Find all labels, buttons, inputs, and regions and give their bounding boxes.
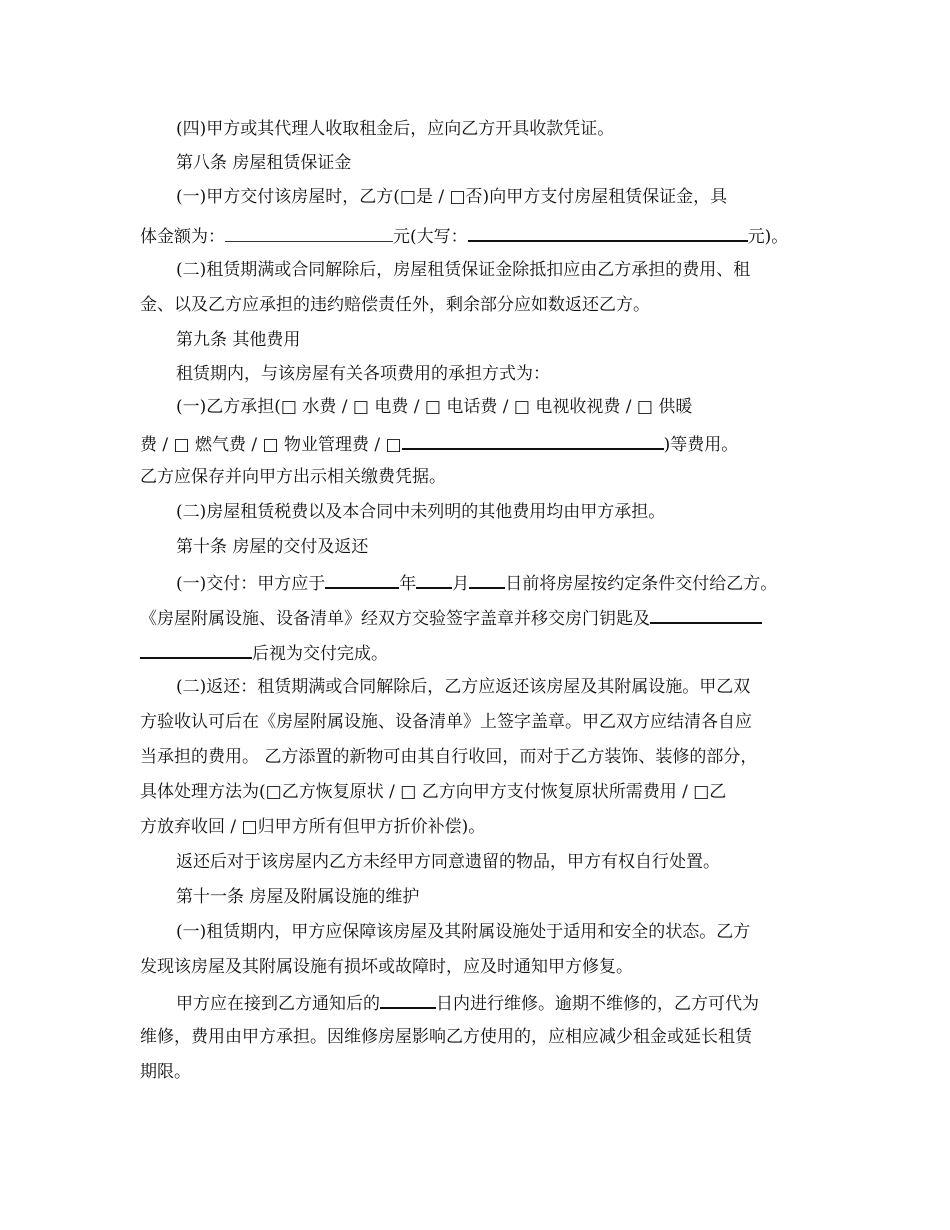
text: (一)租赁期内，甲方应保障该房屋及其附属设施处于适用和安全的状态。乙方	[176, 922, 751, 942]
text: 体金额为：	[140, 227, 225, 247]
leftover-items-clause	[176, 851, 720, 873]
text: (一)甲方交付该房屋时，乙方(□是 / □否)向甲方支付房屋租赁保证金，具	[176, 187, 728, 207]
delivery-day-blank[interactable]	[469, 571, 505, 589]
article-9-item-1	[176, 396, 692, 418]
article-11-heading	[176, 886, 419, 908]
text: (二)租赁期满或合同解除后，房屋租赁保证金除抵扣应由乙方承担的费用、租	[176, 260, 751, 280]
article-9-item-1-note	[140, 466, 446, 488]
article-11-item-1	[176, 921, 750, 943]
text: 日内进行维修。逾期不维修的，乙方可代为	[436, 994, 759, 1014]
text: 方放弃收回 / □归甲方所有但甲方折价补偿)。	[140, 817, 486, 837]
text: 期限。	[140, 1062, 191, 1082]
text: 年	[399, 574, 417, 594]
text: 元)。	[747, 227, 789, 247]
text: 后视为交付完成。	[252, 644, 388, 664]
deposit-amount-uppercase-blank[interactable]	[468, 224, 748, 242]
other-fee-blank[interactable]	[402, 432, 664, 450]
repair-clause-cont	[140, 1026, 752, 1048]
text: (四)甲方或其代理人收取租金后，应向乙方开具收款凭证。	[176, 119, 615, 139]
article-9-intro	[176, 363, 550, 385]
article-8-item-2-cont	[140, 294, 650, 316]
text: (二)返还：租赁期满或合同解除后，乙方应返还该房屋及其附属设施。甲乙双	[176, 677, 751, 697]
return-item-2-cont-2	[140, 746, 757, 768]
delivery-complete-line	[140, 641, 388, 665]
deposit-amount-blank[interactable]	[225, 225, 393, 242]
text: 月	[452, 574, 470, 594]
article-11-item-1-cont	[140, 956, 633, 978]
text: 《房屋附属设施、设备清单》经双方交验签字盖章并移交房门钥匙及	[140, 609, 650, 629]
text: 费 / □ 燃气费 / □ 物业管理费 / □	[140, 435, 402, 455]
return-item-2-cont-4	[140, 816, 485, 838]
text: (一)乙方承担(□ 水费 / □ 电费 / □ 电话费 / □ 电视收视费 / □ 供暖	[176, 397, 693, 417]
delivery-month-blank[interactable]	[416, 571, 452, 589]
return-item-2-cont-3	[140, 781, 726, 803]
text: 方验收认可后在《房屋附属设施、设备清单》上签字盖章。甲乙双方应结清各自应	[140, 712, 752, 732]
text: 第八条 房屋租赁保证金	[176, 153, 352, 173]
delivery-date-line	[176, 571, 777, 595]
text: 第十一条 房屋及附属设施的维护	[176, 887, 420, 907]
text: 返还后对于该房屋内乙方未经甲方同意遗留的物品，甲方有权自行处置。	[176, 852, 720, 872]
text: 租赁期内，与该房屋有关各项费用的承担方式为：	[176, 364, 550, 384]
text: 金、以及乙方应承担的违约赔偿责任外，剩余部分应如数返还乙方。	[140, 295, 650, 315]
text: (二)房屋租赁税费以及本合同中未列明的其他费用均由甲方承担。	[176, 502, 666, 522]
text: 维修，费用由甲方承担。因维修房屋影响乙方使用的，应相应减少租金或延长租赁	[140, 1027, 752, 1047]
repair-clause-end	[140, 1061, 191, 1083]
repair-days-blank[interactable]	[380, 991, 436, 1009]
return-item-2	[176, 676, 750, 698]
text: 当承担的费用。 乙方添置的新物可由其自行收回，而对于乙方装饰、装修的部分，	[140, 747, 758, 767]
repair-days-line	[176, 991, 759, 1015]
return-item-2-cont-1	[140, 711, 752, 733]
text: (一)交付：甲方应于	[176, 574, 326, 594]
article-8-heading	[176, 152, 351, 174]
text: 甲方应在接到乙方通知后的	[176, 994, 380, 1014]
text: 具体处理方法为(□乙方恢复原状 / □ 乙方向甲方支付恢复原状所需费用 / □乙	[140, 782, 727, 802]
text: 元(大写：	[393, 227, 468, 247]
article-9-item-2	[176, 501, 665, 523]
article-8-item-1	[176, 186, 727, 208]
delivery-year-blank[interactable]	[325, 571, 399, 589]
delivery-items-blank-2[interactable]	[140, 641, 252, 659]
text: 日前将房屋按约定条件交付给乙方。	[505, 574, 778, 594]
text: 第九条 其他费用	[176, 330, 301, 350]
text: 发现该房屋及其附属设施有损坏或故障时，应及时通知甲方修复。	[140, 957, 633, 977]
text: 乙方应保存并向甲方出示相关缴费凭据。	[140, 467, 446, 487]
article-8-item-2	[176, 259, 750, 281]
text: 第十条 房屋的交付及返还	[176, 537, 369, 557]
article-10-heading	[176, 536, 368, 558]
article-9-item-1-cont	[140, 432, 738, 456]
article-9-heading	[176, 329, 300, 351]
delivery-items-blank-1[interactable]	[650, 606, 762, 624]
deposit-amount-line	[140, 224, 788, 248]
delivery-keys-line	[140, 606, 762, 630]
clause-7-item-4	[176, 118, 614, 140]
text: )等费用。	[663, 435, 739, 455]
